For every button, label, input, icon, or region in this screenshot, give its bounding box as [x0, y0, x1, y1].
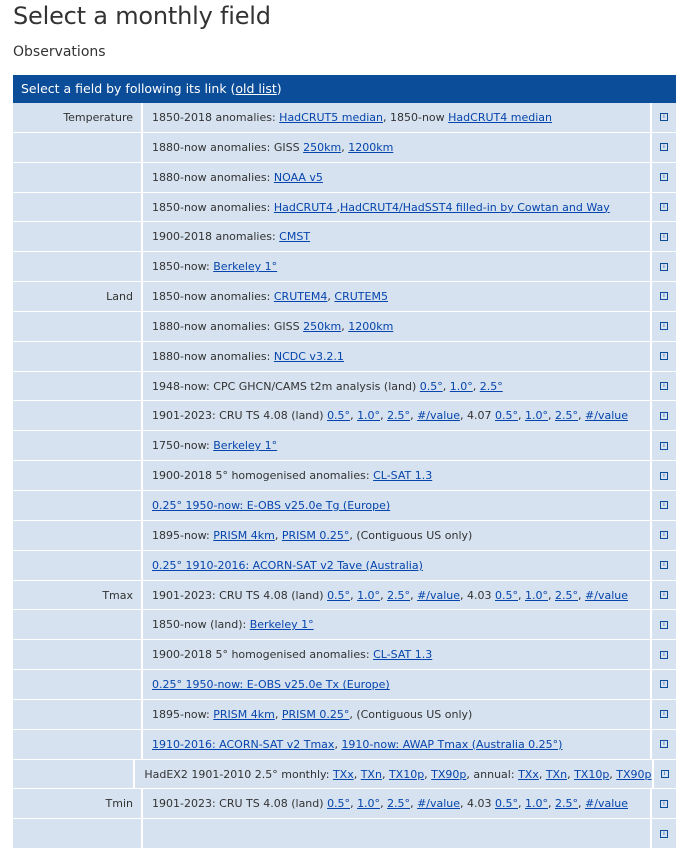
field-link[interactable]: TX10p — [574, 767, 610, 781]
field-options — [143, 401, 650, 430]
variable-label — [13, 551, 141, 580]
info-icon[interactable]: i — [660, 173, 668, 181]
field-text: 1900-2018 5° homogenised anomalies: — [152, 648, 374, 662]
table-row — [13, 103, 676, 133]
field-text: , annual: — [466, 767, 519, 781]
field-options — [143, 193, 650, 222]
info-cell — [652, 193, 676, 222]
variable-label: Land — [13, 282, 141, 311]
info-icon[interactable]: i — [660, 292, 668, 300]
info-icon[interactable]: i — [660, 531, 668, 539]
field-link[interactable]: 0.25° 1950-now: E-OBS v25.0e Tg (Europe) — [152, 498, 391, 512]
info-icon[interactable]: i — [660, 621, 668, 629]
info-icon[interactable]: i — [660, 472, 668, 480]
field-text: , — [336, 200, 340, 214]
field-text: , — [380, 797, 388, 811]
field-text: 1750-now: — [152, 439, 214, 453]
field-text: 1901-2023: CRU TS 4.08 (land) — [152, 588, 328, 602]
info-cell — [652, 252, 676, 281]
table-row — [13, 163, 676, 193]
field-text: , — [381, 767, 389, 781]
field-options — [143, 252, 650, 281]
field-options — [143, 372, 650, 401]
field-link[interactable]: 1200km — [348, 319, 394, 333]
field-link[interactable]: 2.5° — [555, 797, 579, 811]
field-link[interactable]: #/value — [585, 797, 628, 811]
info-icon[interactable]: i — [660, 203, 668, 211]
info-cell — [652, 163, 676, 192]
field-text: , — [334, 737, 342, 751]
info-icon[interactable]: i — [660, 113, 668, 121]
info-cell — [652, 730, 676, 759]
field-options — [143, 581, 650, 610]
field-text: HadEX2 1901-2010 2.5° monthly: — [144, 767, 333, 781]
field-text: , — [538, 767, 546, 781]
info-icon[interactable]: i — [660, 651, 668, 659]
table-row — [13, 760, 676, 790]
info-icon[interactable]: i — [660, 412, 668, 420]
field-link[interactable]: 2.5° — [387, 409, 411, 423]
info-cell — [652, 461, 676, 490]
info-cell — [652, 610, 676, 639]
table-row — [13, 282, 676, 312]
table-row — [13, 491, 676, 521]
variable-label — [13, 252, 141, 281]
field-text: , — [274, 528, 282, 542]
field-link[interactable]: 0.25° 1950-now: E-OBS v25.0e Tx (Europe) — [152, 678, 390, 692]
field-link[interactable]: 0.5° — [327, 588, 351, 602]
info-cell — [652, 640, 676, 669]
field-text: , — [380, 409, 388, 423]
field-text: 1850-now anomalies: — [152, 290, 274, 304]
field-link[interactable]: 250km — [303, 319, 342, 333]
info-cell — [652, 431, 676, 460]
info-icon[interactable]: i — [660, 143, 668, 151]
field-options — [143, 521, 650, 550]
field-options — [143, 222, 650, 251]
field-link[interactable]: NCDC v3.2.1 — [273, 349, 344, 363]
field-link[interactable]: 1.0° — [357, 797, 381, 811]
field-link[interactable]: 1.0° — [525, 797, 549, 811]
field-link[interactable]: 1.0° — [525, 409, 549, 423]
field-options — [135, 760, 651, 789]
field-link[interactable]: #/value — [417, 409, 461, 423]
field-link[interactable]: 1.0° — [357, 588, 381, 602]
field-link[interactable]: 0.5° — [327, 797, 351, 811]
field-options — [143, 312, 650, 341]
info-cell — [652, 819, 676, 848]
table-row — [13, 581, 676, 611]
variable-label — [13, 312, 141, 341]
info-icon[interactable]: i — [660, 263, 668, 271]
field-link[interactable]: CRUTEM4 — [273, 290, 328, 304]
field-options — [143, 431, 650, 460]
field-link[interactable]: 1910-2016: ACORN-SAT v2 Tmax — [152, 737, 335, 751]
field-text: , — [380, 588, 388, 602]
field-options — [143, 610, 650, 639]
old-list-link[interactable]: old list — [235, 81, 277, 96]
field-link[interactable]: TXx — [332, 767, 354, 781]
variable-label — [13, 461, 141, 490]
field-link[interactable]: 0.5° — [495, 797, 519, 811]
banner-text-end: ) — [276, 81, 282, 96]
info-cell — [652, 133, 676, 162]
field-text: , — [548, 409, 556, 423]
field-link[interactable]: 1910-now: AWAP Tmax (Australia 0.25°) — [341, 737, 563, 751]
table-row — [13, 610, 676, 640]
field-options — [143, 342, 650, 371]
info-cell — [652, 491, 676, 520]
info-cell — [652, 312, 676, 341]
field-text: , — [341, 140, 349, 154]
field-link[interactable]: Berkeley 1° — [249, 618, 314, 632]
field-options — [143, 551, 650, 580]
field-text: 1901-2023: CRU TS 4.08 (land) — [152, 409, 328, 423]
variable-label — [13, 700, 141, 729]
field-text: 1850-now: — [152, 260, 214, 274]
field-link[interactable]: #/value — [417, 797, 461, 811]
table-row — [13, 193, 676, 223]
page-title: Select a monthly field — [13, 2, 271, 30]
field-text: , — [567, 767, 575, 781]
field-text: 1880-now anomalies: — [152, 349, 274, 363]
banner-text: Select a field by following its link ( — [21, 81, 236, 96]
info-cell — [652, 581, 676, 610]
field-text: , 1850-now — [383, 111, 449, 124]
variable-label — [13, 730, 141, 759]
variable-label — [13, 163, 141, 192]
field-link[interactable]: 1200km — [348, 140, 394, 154]
variable-label — [13, 491, 141, 520]
field-text: , — [410, 588, 418, 602]
field-link[interactable]: CL-SAT 1.3 — [373, 648, 433, 662]
field-link[interactable]: NOAA v5 — [273, 170, 323, 184]
field-text: , — [518, 588, 526, 602]
field-text: , — [341, 319, 349, 333]
table-row — [13, 640, 676, 670]
info-cell — [652, 670, 676, 699]
field-text: 1850-now anomalies: — [152, 200, 274, 214]
field-text: 1900-2018 5° homogenised anomalies: — [152, 469, 374, 483]
field-options — [143, 282, 650, 311]
field-text: , 4.03 — [460, 588, 496, 602]
field-text: , — [518, 797, 526, 811]
variable-label: Tmax — [13, 581, 141, 610]
table-row — [13, 521, 676, 551]
field-link[interactable]: 0.5° — [495, 588, 519, 602]
table-row — [13, 730, 676, 760]
field-link[interactable]: 2.5° — [387, 588, 411, 602]
field-text: 1895-now: — [152, 528, 214, 542]
table-row — [13, 789, 676, 819]
field-text: , — [353, 767, 361, 781]
field-link[interactable]: PRISM 0.25° — [281, 707, 350, 721]
table-row — [13, 372, 676, 402]
field-link[interactable]: Berkeley 1° — [213, 439, 278, 453]
field-link[interactable]: HadCRUT4 median — [448, 111, 552, 124]
field-text: 1901-2023: CRU TS 4.08 (land) — [152, 797, 328, 811]
field-options — [143, 163, 650, 192]
field-link[interactable]: 1.0° — [449, 379, 473, 393]
info-icon[interactable]: i — [660, 442, 668, 450]
table-row — [13, 342, 676, 372]
field-text: 1880-now anomalies: — [152, 170, 274, 184]
field-options — [143, 730, 650, 759]
info-icon[interactable]: i — [660, 740, 668, 748]
field-text: , — [578, 588, 586, 602]
field-link[interactable]: PRISM 0.25° — [281, 528, 350, 542]
field-link[interactable]: 2.5° — [387, 797, 411, 811]
field-link[interactable]: TXx — [518, 767, 539, 781]
table-row — [13, 551, 676, 581]
variable-label — [13, 670, 141, 699]
field-link[interactable]: CRUTEM5 — [334, 290, 388, 304]
info-cell — [652, 401, 676, 430]
field-link[interactable]: CL-SAT 1.3 — [373, 469, 433, 483]
field-link[interactable]: 2.5° — [479, 379, 503, 393]
field-text: , — [548, 588, 556, 602]
field-text: , (Contiguous US only) — [349, 528, 473, 542]
field-text: , — [548, 797, 556, 811]
field-options — [143, 461, 650, 490]
field-text: , — [442, 379, 450, 393]
variable-label — [13, 342, 141, 371]
info-cell — [652, 551, 676, 580]
field-link[interactable]: Berkeley 1° — [213, 260, 278, 274]
field-text: , — [518, 409, 526, 423]
field-link[interactable]: HadCRUT4 — [273, 200, 337, 214]
info-icon[interactable]: i — [660, 561, 668, 569]
field-link[interactable]: 0.5° — [327, 409, 351, 423]
field-text: , — [274, 707, 282, 721]
field-text: 1850-now (land): — [152, 618, 250, 632]
field-link[interactable]: TX90p — [616, 767, 652, 781]
field-text: , — [350, 797, 358, 811]
field-link[interactable]: CMST — [279, 230, 311, 244]
field-text: , — [609, 767, 617, 781]
table-row — [13, 461, 676, 491]
field-text: 1895-now: — [152, 707, 214, 721]
field-text: , 4.03 — [460, 797, 496, 811]
field-link[interactable]: PRISM 4km — [213, 707, 275, 721]
field-link[interactable]: TXn — [360, 767, 382, 781]
field-link[interactable]: 250km — [303, 140, 342, 154]
section-heading: Observations — [13, 44, 106, 60]
field-text: , (Contiguous US only) — [349, 707, 473, 721]
field-link[interactable]: #/value — [417, 588, 461, 602]
info-icon[interactable]: i — [660, 680, 668, 688]
info-icon[interactable]: i — [660, 352, 668, 360]
info-icon[interactable]: i — [660, 233, 668, 241]
field-text: , — [350, 588, 358, 602]
table-row — [13, 670, 676, 700]
field-text: , 4.07 — [460, 409, 496, 423]
table-header-banner — [13, 75, 676, 103]
field-text: , — [424, 767, 432, 781]
field-link[interactable]: 0.5° — [419, 379, 443, 393]
info-cell — [652, 222, 676, 251]
field-link[interactable]: #/value — [585, 588, 628, 602]
info-icon[interactable]: i — [660, 501, 668, 509]
table-row — [13, 401, 676, 431]
info-cell — [652, 372, 676, 401]
table-row — [13, 431, 676, 461]
info-icon[interactable]: i — [661, 770, 669, 778]
table-row — [13, 819, 676, 849]
info-icon[interactable]: i — [660, 322, 668, 330]
variable-label — [13, 640, 141, 669]
variable-label — [13, 372, 141, 401]
info-cell — [654, 760, 676, 789]
variable-label — [13, 521, 141, 550]
info-cell — [652, 700, 676, 729]
info-cell — [652, 789, 676, 818]
info-cell — [652, 342, 676, 371]
table-row — [13, 133, 676, 163]
field-text: 1948-now: CPC GHCN/CAMS t2m analysis (land) — [152, 379, 420, 393]
info-cell — [652, 521, 676, 550]
info-icon[interactable]: i — [660, 710, 668, 718]
field-options — [143, 640, 650, 669]
field-link[interactable]: PRISM 4km — [213, 528, 275, 542]
variable-label — [13, 819, 141, 848]
field-text: , — [578, 409, 586, 423]
field-link[interactable]: 2.5° — [555, 409, 579, 423]
info-icon[interactable]: i — [660, 591, 668, 599]
info-cell — [652, 103, 676, 132]
field-options — [143, 819, 650, 848]
field-text: , — [472, 379, 480, 393]
variable-label: Temperature — [13, 103, 141, 132]
variable-label — [13, 133, 141, 162]
table-row — [13, 312, 676, 342]
field-text: 1880-now anomalies: GISS — [152, 140, 304, 154]
field-text: , — [410, 797, 418, 811]
field-text: , — [350, 409, 358, 423]
variable-label — [13, 222, 141, 251]
field-link[interactable]: 1.0° — [525, 588, 549, 602]
field-link[interactable]: TXn — [545, 767, 568, 781]
field-link[interactable]: 0.5° — [495, 409, 519, 423]
info-icon[interactable]: i — [660, 830, 668, 838]
variable-label — [13, 401, 141, 430]
table-row — [13, 222, 676, 252]
field-text: , — [327, 290, 335, 304]
field-link[interactable]: TX10p — [388, 767, 425, 781]
variable-label — [13, 431, 141, 460]
table-row — [13, 252, 676, 282]
variable-label: Tmin — [13, 789, 141, 818]
field-options — [143, 789, 650, 818]
field-link[interactable]: HadCRUT5 median — [279, 111, 383, 124]
field-options — [143, 103, 650, 132]
field-options — [143, 700, 650, 729]
variable-label — [13, 610, 141, 639]
variable-label — [13, 193, 141, 222]
field-link[interactable]: HadCRUT4/HadSST4 filled-in by Cowtan and Way — [339, 200, 610, 214]
field-link[interactable]: #/value — [585, 409, 628, 423]
field-options — [143, 133, 650, 162]
field-link[interactable]: 0.25° 1910-2016: ACORN-SAT v2 Tave (Australia) — [152, 558, 423, 572]
field-text: , — [410, 409, 418, 423]
info-icon[interactable]: i — [660, 800, 668, 808]
variable-label — [13, 760, 133, 789]
field-link[interactable]: TX90p — [431, 767, 467, 781]
table-row — [13, 700, 676, 730]
field-text: 1880-now anomalies: GISS — [152, 319, 304, 333]
field-text: 1850-2018 anomalies: — [152, 111, 280, 124]
field-link[interactable]: 1.0° — [357, 409, 381, 423]
field-text: , — [578, 797, 586, 811]
info-icon[interactable]: i — [660, 382, 668, 390]
field-link[interactable]: 2.5° — [555, 588, 579, 602]
info-cell — [652, 282, 676, 311]
field-options — [143, 670, 650, 699]
field-options — [143, 491, 650, 520]
fields-table — [13, 103, 676, 849]
field-text: 1900-2018 anomalies: — [152, 230, 280, 244]
